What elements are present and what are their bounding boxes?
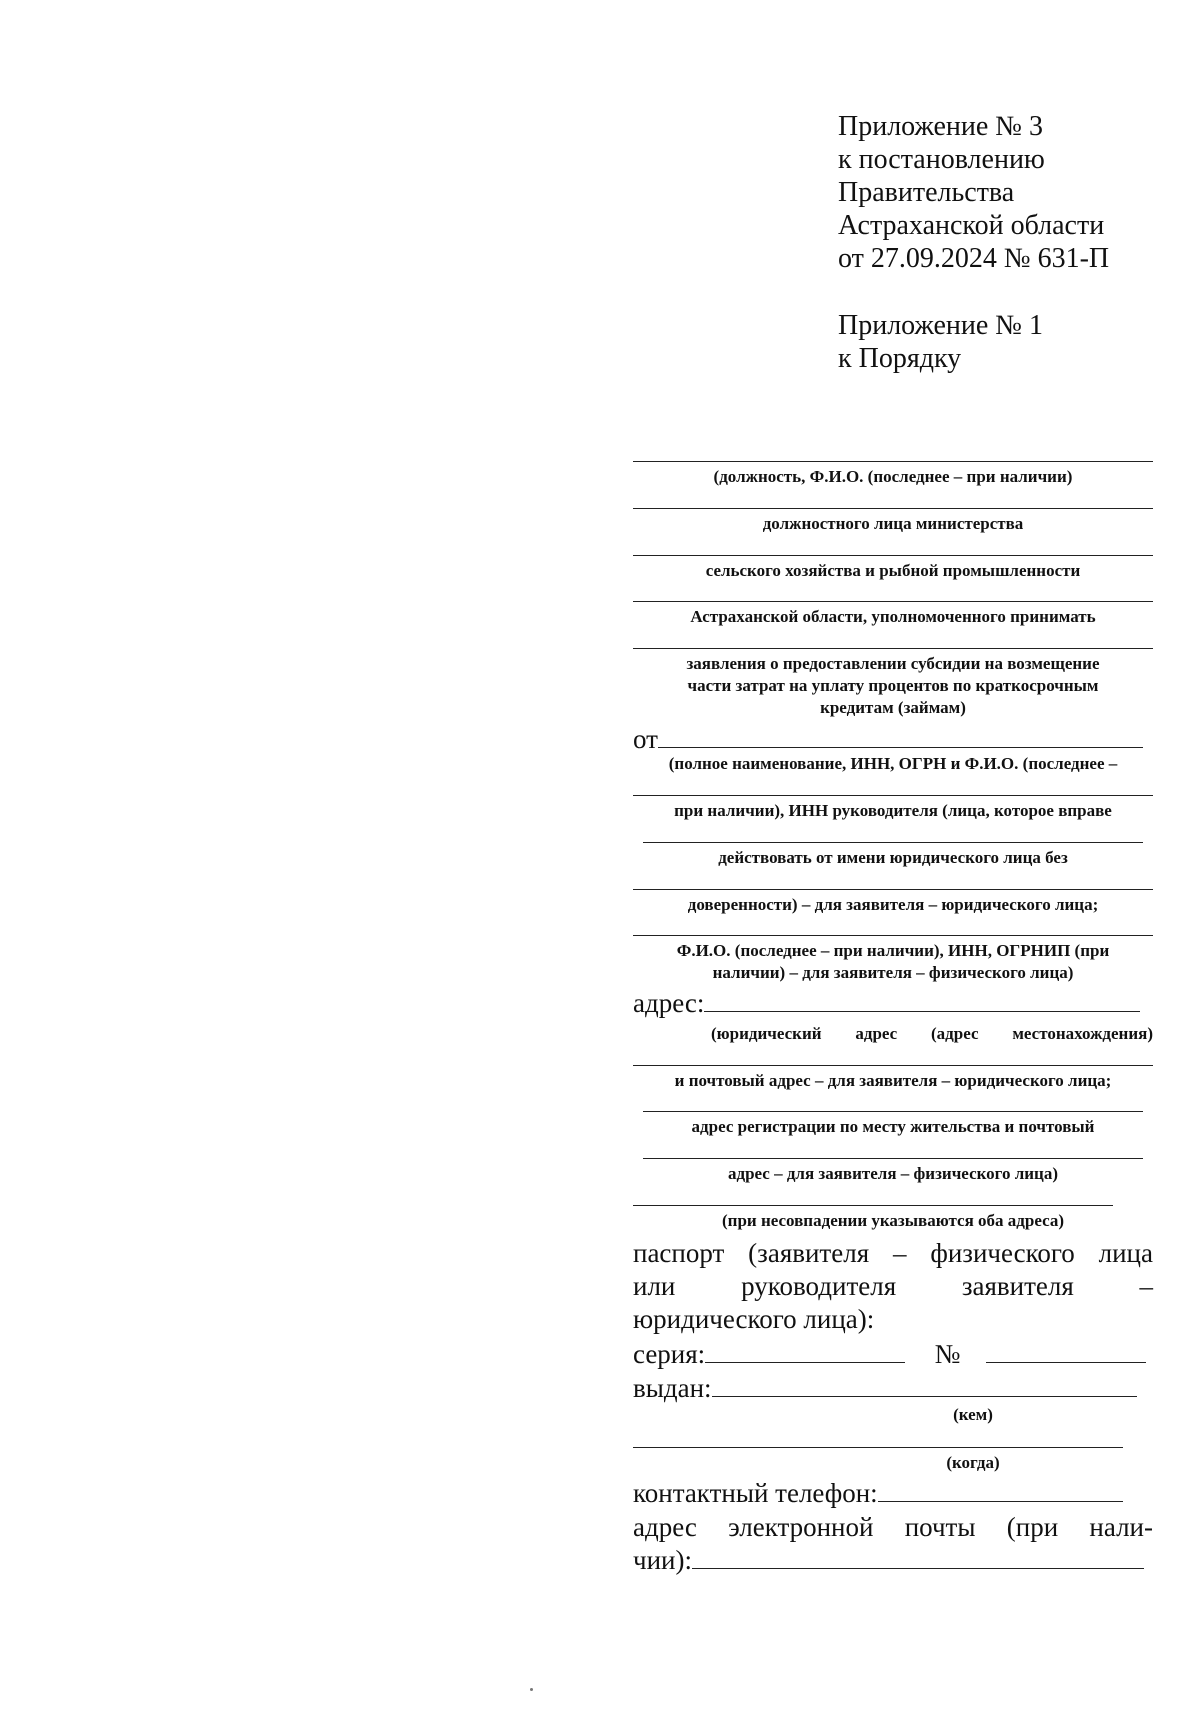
issued-by-field[interactable] xyxy=(712,1374,1137,1397)
recipient-field-line[interactable] xyxy=(633,555,1153,556)
applicant-field-line[interactable] xyxy=(643,842,1143,843)
appendix-ref-line: Правительства xyxy=(838,177,1015,208)
address-caption: адрес – для заявителя – физического лица) xyxy=(727,1164,1059,1183)
applicant-caption: Ф.И.О. (последнее – при наличии), ИНН, ОГРНИП (при xyxy=(676,941,1110,960)
recipient-caption: (должность, Ф.И.О. (последнее – при наличии) xyxy=(713,467,1073,486)
email-row xyxy=(633,1544,1153,1577)
phone-label: контактный телефон: xyxy=(633,1478,878,1508)
recipient-caption: Астраханской области, уполномоченного принимать xyxy=(690,607,1096,626)
issued-by-caption: (кем) xyxy=(953,1405,993,1424)
from-field[interactable] xyxy=(658,725,1143,748)
applicant-caption: действовать от имени юридического лица без xyxy=(718,848,1068,867)
applicant-caption: (полное наименование, ИНН, ОГРН и Ф.И.О. (последнее – xyxy=(668,754,1118,773)
email-heading: адрес электронной почты (при нали- xyxy=(633,1512,1153,1542)
recipient-caption: части затрат на уплату процентов по краткосрочным xyxy=(687,676,1099,695)
passport-heading: или руководителя заявителя – xyxy=(633,1271,1153,1301)
application-header-form xyxy=(633,0,1153,1712)
series-label: серия: xyxy=(633,1339,706,1369)
recipient-field-line[interactable] xyxy=(633,648,1153,649)
applicant-field-line[interactable] xyxy=(633,795,1153,796)
address-field[interactable] xyxy=(704,989,1140,1012)
applicant-caption: доверенности) – для заявителя – юридического лица; xyxy=(687,895,1099,914)
address-field-line[interactable] xyxy=(643,1158,1143,1159)
recipient-caption: кредитам (займам) xyxy=(820,698,966,717)
applicant-field-line[interactable] xyxy=(633,935,1153,936)
address-field-line[interactable] xyxy=(643,1111,1143,1112)
recipient-field-line[interactable] xyxy=(633,508,1153,509)
recipient-caption: заявления о предоставлении субсидии на возмещение xyxy=(686,654,1100,673)
appendix-ref-line: к Порядку xyxy=(838,343,962,374)
issue-date-field-line[interactable] xyxy=(633,1447,1123,1448)
recipient-caption: должностного лица министерства xyxy=(762,514,1024,533)
issued-label: выдан: xyxy=(633,1373,712,1403)
from-label: от xyxy=(633,724,658,754)
email-label: чии): xyxy=(633,1545,692,1575)
series-field[interactable] xyxy=(705,1340,905,1363)
phone-row xyxy=(633,1477,1153,1510)
address-label: адрес: xyxy=(633,988,705,1018)
applicant-field-line[interactable] xyxy=(633,889,1153,890)
recipient-field-line[interactable] xyxy=(633,601,1153,602)
phone-field[interactable] xyxy=(878,1479,1123,1502)
appendix-subtitle: Приложение № 1 xyxy=(838,310,1043,341)
passport-issued-row xyxy=(633,1372,1153,1405)
scan-speck xyxy=(530,1688,533,1691)
number-label: № xyxy=(934,1339,961,1369)
address-field-line[interactable] xyxy=(633,1065,1153,1066)
address-caption: и почтовый адрес – для заявителя – юридического лица; xyxy=(674,1071,1112,1090)
appendix-title: Приложение № 3 xyxy=(838,111,1043,142)
passport-series-row xyxy=(633,1338,1153,1371)
email-field[interactable] xyxy=(692,1546,1144,1569)
appendix-ref-line: Астраханской области xyxy=(838,210,1105,241)
recipient-caption: сельского хозяйства и рыбной промышленности xyxy=(705,561,1081,580)
issue-date-caption: (когда) xyxy=(946,1453,1000,1472)
number-field[interactable] xyxy=(986,1340,1146,1363)
applicant-caption: наличии) – для заявителя – физического лица) xyxy=(712,963,1074,982)
passport-heading: паспорт (заявителя – физического лица xyxy=(633,1238,1153,1268)
passport-heading: юридического лица): xyxy=(633,1304,875,1334)
address-caption: адрес регистрации по месту жительства и почтовый xyxy=(691,1117,1095,1136)
address-row xyxy=(633,987,1153,1020)
appendix-date-number: от 27.09.2024 № 631-П xyxy=(838,243,1110,274)
recipient-field-line[interactable] xyxy=(633,461,1153,462)
address-caption: (при несовпадении указываются оба адреса) xyxy=(722,1211,1064,1230)
address-field-line[interactable] xyxy=(633,1205,1113,1206)
applicant-caption: при наличии), ИНН руководителя (лица, которое вправе xyxy=(674,801,1112,820)
address-caption: (юридический адрес (адрес местонахождения) xyxy=(711,1024,1153,1043)
from-row xyxy=(633,723,1153,756)
appendix-ref-line: к постановлению xyxy=(838,144,1045,175)
